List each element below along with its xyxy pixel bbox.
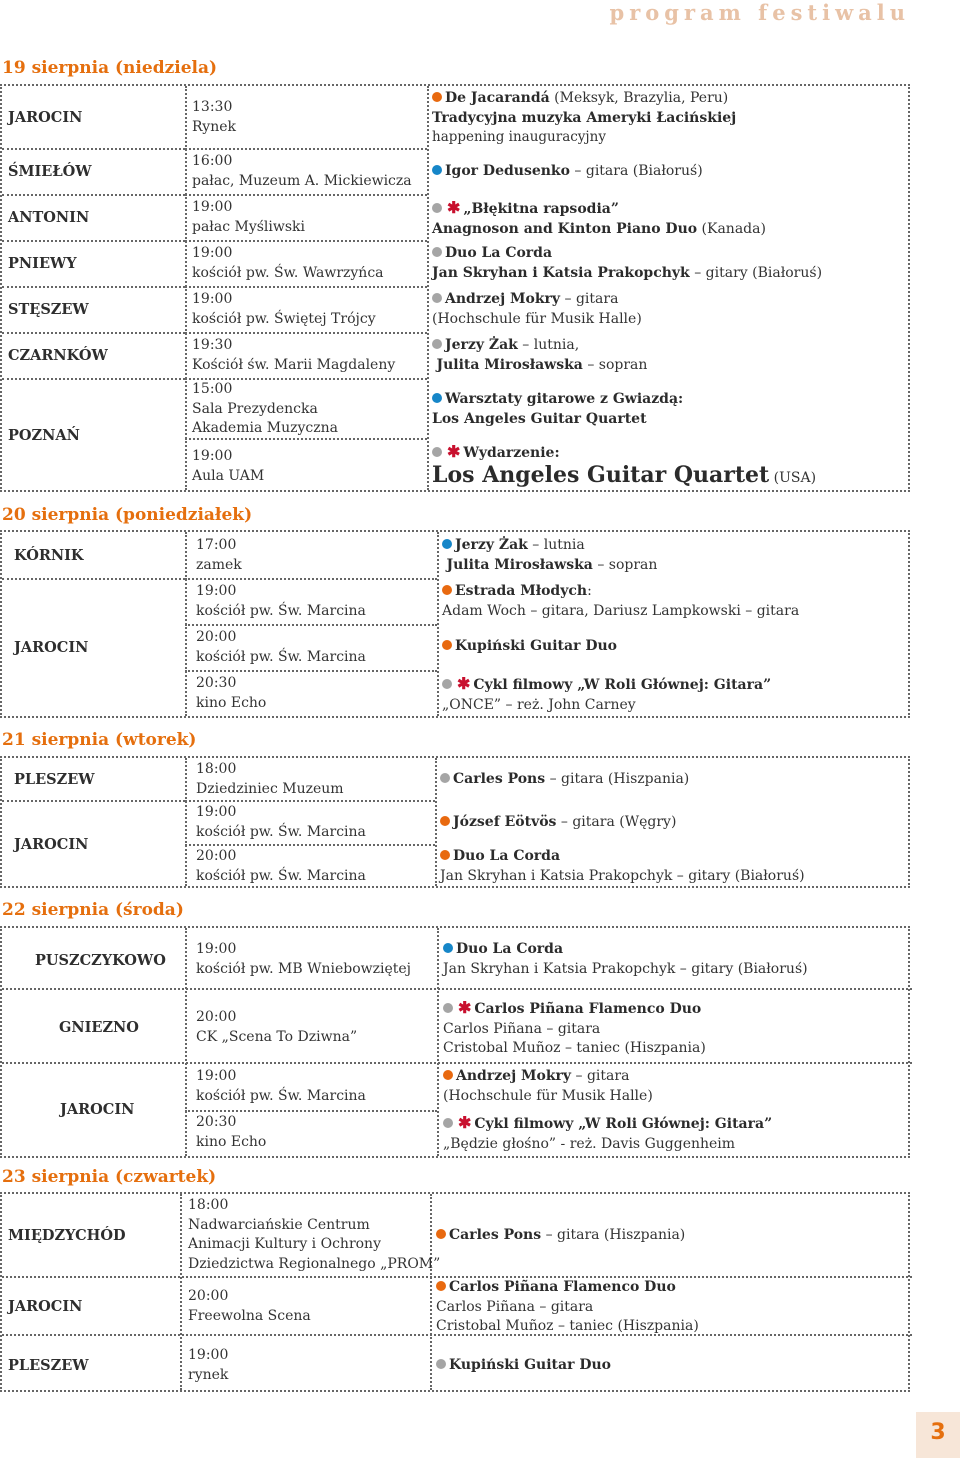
blue-dot-icon <box>443 943 453 953</box>
event: ✱ Wydarzenie: Los Angeles Guitar Quartet (USA) <box>432 442 817 488</box>
event: Carles Pons – gitara (Hiszpania) <box>436 1226 685 1246</box>
event: Andrzej Mokry – gitara (Hochschule für Musik Halle) <box>432 291 642 327</box>
event: Carles Pons – gitara (Hiszpania) <box>440 770 689 790</box>
grey-dot-icon <box>432 293 442 303</box>
grey-dot-icon <box>432 247 442 257</box>
asterisk-icon: ✱ <box>457 674 471 693</box>
day-title: 21 sierpnia (wtorek) <box>2 730 197 750</box>
city-name: PLESZEW <box>14 771 95 788</box>
venue: 16:00 pałac, Muzeum A. Mickiewicza <box>192 153 412 189</box>
city-name: PNIEWY <box>8 255 77 272</box>
city-name: POZNAŃ <box>8 427 80 444</box>
asterisk-icon: ✱ <box>458 1113 472 1132</box>
event: Andrzej Mokry – gitara (Hochschule für Musik Halle) <box>443 1068 653 1104</box>
schedule-table <box>0 756 910 888</box>
venue: 19:30 Kościół św. Marii Magdaleny <box>192 337 396 373</box>
city-name: JAROCIN <box>8 1298 83 1315</box>
venue: 20:00 kościół pw. Św. Marcina <box>196 848 366 884</box>
event: De Jacarandá (Meksyk, Brazylia, Peru) Tradycyjna muzyka Ameryki Łacińskiej happening inauguracyjny <box>432 90 737 145</box>
city-name: STĘSZEW <box>8 301 89 318</box>
venue: 20:00 Freewolna Scena <box>188 1288 311 1324</box>
city-name: JAROCIN <box>8 109 83 126</box>
event: ✱ „Błękitna rapsodia” Anagnoson and Kinton Piano Duo (Kanada) <box>432 198 766 237</box>
orange-dot-icon <box>440 816 450 826</box>
asterisk-icon: ✱ <box>458 998 472 1017</box>
grey-dot-icon <box>432 203 442 213</box>
event: Duo La Corda Jan Skryhan i Katsia Prakopchyk – gitary (Białoruś) <box>443 941 808 977</box>
schedule-table <box>0 530 910 718</box>
event: ✱ Carlos Piñana Flamenco Duo Carlos Piñana – gitara Cristobal Muñoz – taniec (Hiszpania) <box>443 998 706 1056</box>
page-header: program festiwalu <box>609 0 910 25</box>
blue-dot-icon <box>442 539 452 549</box>
city-name: GNIEZNO <box>59 1019 139 1036</box>
schedule-table <box>0 84 910 492</box>
venue: 20:30 kino Echo <box>196 675 267 711</box>
grey-dot-icon <box>442 679 452 689</box>
event: Igor Dedusenko – gitara (Białoruś) <box>432 162 703 182</box>
venue: 19:00 kościół pw. MB Wniebowziętej <box>196 941 412 977</box>
blue-dot-icon <box>432 393 442 403</box>
asterisk-icon: ✱ <box>447 198 461 217</box>
grey-dot-icon <box>432 339 442 349</box>
day-title: 20 sierpnia (poniedziałek) <box>2 505 253 525</box>
city-name: KÓRNIK <box>14 547 84 564</box>
venue: 20:00 CK „Scena To Dziwna” <box>196 1009 358 1045</box>
day-title: 22 sierpnia (środa) <box>2 900 184 920</box>
venue: 18:00 Nadwarciańskie Centrum Animacji Kultury i Ochrony Dziedzictwa Regionalnego „PROM” <box>188 1197 441 1272</box>
orange-dot-icon <box>436 1281 446 1291</box>
venue: 20:30 kino Echo <box>196 1114 267 1150</box>
asterisk-icon: ✱ <box>447 442 461 461</box>
venue: 15:00 Sala Prezydencka Akademia Muzyczna <box>192 381 338 436</box>
venue: 19:00 rynek <box>188 1347 229 1383</box>
venue: 13:30 Rynek <box>192 99 236 135</box>
orange-dot-icon <box>432 92 442 102</box>
event: ✱ Cykl filmowy „W Roli Głównej: Gitara” „Będzie głośno” - reż. Davis Guggenheim <box>443 1113 773 1152</box>
event: Duo La Corda Jan Skryhan i Katsia Prakopchyk – gitary (Białoruś) <box>432 245 823 281</box>
city-name: MIĘDZYCHÓD <box>8 1227 126 1244</box>
event: ✱ Cykl filmowy „W Roli Głównej: Gitara” „ONCE” – reż. John Carney <box>442 674 772 713</box>
schedule-table <box>0 926 910 1158</box>
event: Duo La Corda Jan Skryhan i Katsia Prakopchyk – gitary (Białoruś) <box>440 848 805 884</box>
city-name: ŚMIEŁÓW <box>8 163 92 180</box>
orange-dot-icon <box>442 585 452 595</box>
city-name: PLESZEW <box>8 1357 89 1374</box>
venue: 19:00 Aula UAM <box>192 448 265 484</box>
venue: 19:00 kościół pw. Św. Marcina <box>196 583 366 619</box>
city-name: ANTONIN <box>8 209 90 226</box>
city-name: JAROCIN <box>60 1101 135 1118</box>
grey-dot-icon <box>443 1118 453 1128</box>
orange-dot-icon <box>442 640 452 650</box>
event: Jerzy Żak – lutnia Julita Mirosławska – sopran <box>442 536 657 575</box>
city-name: JAROCIN <box>14 836 89 853</box>
day-title: 19 sierpnia (niedziela) <box>2 58 218 78</box>
venue: 18:00 Dziedziniec Muzeum <box>196 761 344 797</box>
venue: 17:00 zamek <box>196 537 242 573</box>
venue: 19:00 kościół pw. Św. Wawrzyńca <box>192 245 384 281</box>
grey-dot-icon <box>443 1003 453 1013</box>
grey-dot-icon <box>436 1359 446 1369</box>
venue: 19:00 kościół pw. Świętej Trójcy <box>192 291 376 327</box>
city-name: PUSZCZYKOWO <box>35 952 166 969</box>
event: Kupiński Guitar Duo <box>436 1356 611 1376</box>
event: Jerzy Żak – lutnia, Julita Mirosławska – sopran <box>432 336 647 375</box>
page-number: 3 <box>916 1412 960 1458</box>
event: Warsztaty gitarowe z Gwiazdą: Los Angeles Guitar Quartet <box>432 391 684 427</box>
city-name: JAROCIN <box>14 639 89 656</box>
event: Estrada Młodych: Adam Woch – gitara, Dariusz Lampkowski – gitara <box>442 583 800 619</box>
blue-dot-icon <box>432 165 442 175</box>
venue: 19:00 kościół pw. Św. Marcina <box>196 804 366 840</box>
grey-dot-icon <box>440 773 450 783</box>
venue: 20:00 kościół pw. Św. Marcina <box>196 629 366 665</box>
orange-dot-icon <box>440 850 450 860</box>
city-name: CZARNKÓW <box>8 347 108 364</box>
day-title: 23 sierpnia (czwartek) <box>2 1167 217 1187</box>
orange-dot-icon <box>443 1070 453 1080</box>
event: József Eötvös – gitara (Węgry) <box>440 813 676 833</box>
venue: 19:00 kościół pw. Św. Marcina <box>196 1068 366 1104</box>
venue: 19:00 pałac Myśliwski <box>192 199 305 235</box>
orange-dot-icon <box>436 1229 446 1239</box>
event: Kupiński Guitar Duo <box>442 637 617 657</box>
grey-dot-icon <box>432 447 442 457</box>
event: Carlos Piñana Flamenco Duo Carlos Piñana – gitara Cristobal Muñoz – taniec (Hiszpania) <box>436 1279 699 1334</box>
schedule-table <box>0 1192 910 1392</box>
